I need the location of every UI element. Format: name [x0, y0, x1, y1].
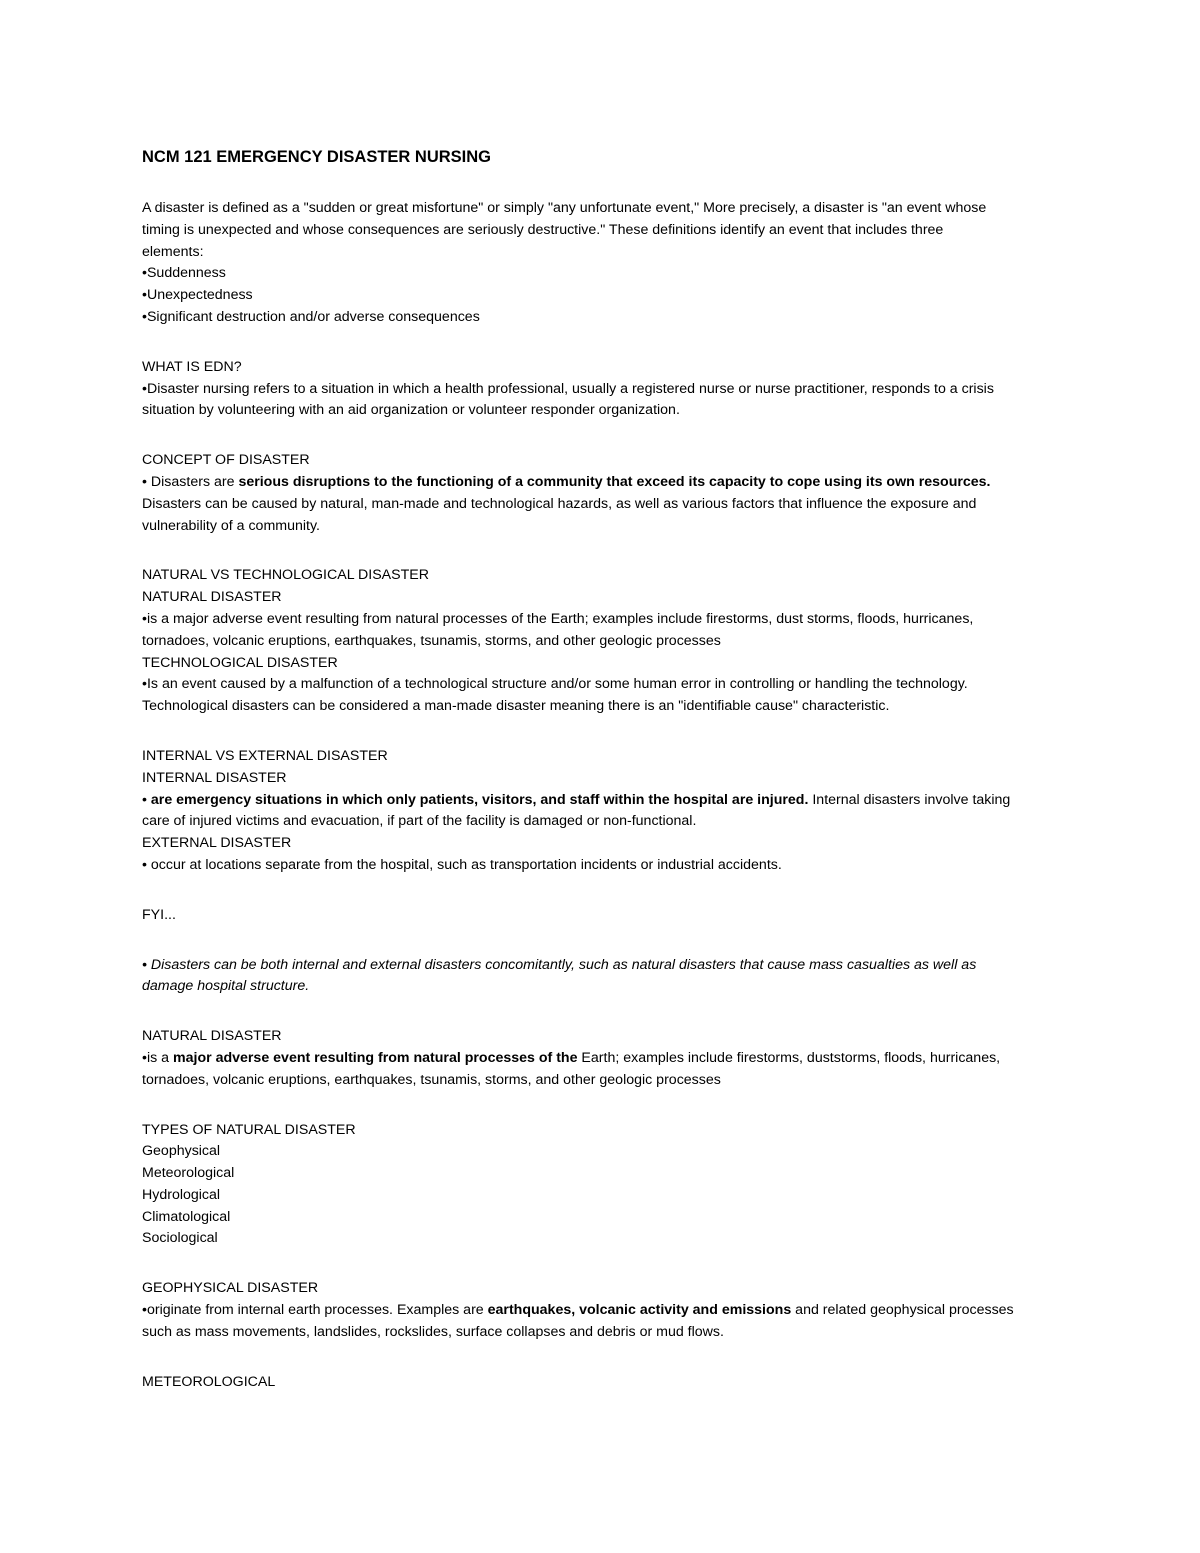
natural2-bold-text: major adverse event resulting from natural processes of the — [173, 1049, 578, 1066]
subsection-heading: EXTERNAL DISASTER — [142, 835, 292, 852]
edn-line: •Disaster nursing refers to a situation in which a health professional, usually a registered nurse or nurse practitioner, responds to a crisis — [142, 380, 994, 397]
internal-bold-text: are emergency situations in which only patients, visitors, and staff within the hospital are injured. — [150, 791, 809, 808]
subsection-heading: NATURAL DISASTER — [142, 589, 282, 606]
concept-text: • Disasters are — [142, 473, 239, 490]
intro-line: timing is unexpected and whose consequences are seriously destructive." These definitions identify an event that includes three — [142, 221, 944, 238]
intro-line: elements: — [142, 243, 204, 260]
type-item: Climatological — [142, 1208, 231, 1225]
concept-line: vulnerability of a community. — [142, 517, 320, 534]
section-heading: METEOROLOGICAL — [142, 1373, 276, 1390]
intro-bullet: •Suddenness — [142, 265, 226, 282]
natural-line: tornadoes, volcanic eruptions, earthquakes, tsunamis, storms, and other geologic processes — [142, 632, 721, 649]
intro-line: A disaster is defined as a "sudden or great misfortune" or simply "any unfortunate event," More precisely, a disaster is "an event whose — [142, 200, 987, 216]
geophysical-line: such as mass movements, landslides, rockslides, surface collapses and debris or mud flows. — [142, 1323, 724, 1340]
external-line: • occur at locations separate from the hospital, such as transportation incidents or industrial accidents. — [142, 856, 782, 873]
natural2-text: •is a — [142, 1049, 173, 1066]
document-page — [142, 146, 1072, 1421]
internal-text: Internal disasters involve taking — [808, 791, 1011, 808]
section-heading: WHAT IS EDN? — [142, 358, 242, 375]
internal-bullet: • — [142, 791, 151, 808]
geophysical-line — [142, 1300, 1072, 1322]
subsection-heading: TECHNOLOGICAL DISASTER — [142, 654, 338, 671]
section-heading: NATURAL VS TECHNOLOGICAL DISASTER — [142, 567, 429, 584]
natural2-text: Earth; examples include firestorms, duststorms, floods, hurricanes, — [577, 1049, 1001, 1066]
natural-disaster-section — [142, 1026, 1072, 1091]
geophysical-text: •originate from internal earth processes. Examples are — [142, 1302, 488, 1319]
edn-line: situation by volunteering with an aid organization or volunteer responder organization. — [142, 402, 680, 419]
concept-section — [142, 450, 1072, 537]
concept-line — [142, 472, 1072, 494]
section-heading: NATURAL DISASTER — [142, 1028, 282, 1045]
fyi-note — [142, 955, 1072, 999]
section-heading: CONCEPT OF DISASTER — [142, 452, 310, 469]
fyi-label: FYI... — [142, 906, 176, 923]
natural2-line: tornadoes, volcanic eruptions, earthquakes, tsunamis, storms, and other geologic processes — [142, 1071, 721, 1088]
type-item: Meteorological — [142, 1165, 235, 1182]
intro-bullet: •Significant destruction and/or adverse consequences — [142, 308, 480, 325]
section-heading: TYPES OF NATURAL DISASTER — [142, 1121, 356, 1138]
geophysical-bold-text: earthquakes, volcanic activity and emissions — [487, 1302, 792, 1319]
type-item: Geophysical — [142, 1143, 221, 1160]
section-heading: GEOPHYSICAL DISASTER — [142, 1280, 319, 1297]
edn-section — [142, 357, 1072, 422]
section-heading: INTERNAL VS EXTERNAL DISASTER — [142, 747, 388, 764]
internal-vs-external-section — [142, 746, 1072, 877]
fyi-label-block — [142, 905, 1072, 927]
subsection-heading: INTERNAL DISASTER — [142, 769, 287, 786]
types-section — [142, 1120, 1072, 1251]
intro-bullet: •Unexpectedness — [142, 287, 253, 304]
document-title: NCM 121 EMERGENCY DISASTER NURSING — [142, 148, 492, 166]
concept-bold-text: serious disruptions to the functioning of a community that exceed its capacity to cope using its own resources. — [238, 473, 991, 490]
natural2-line — [142, 1048, 1072, 1070]
natural-line: •is a major adverse event resulting from natural processes of the Earth; examples include firestorms, dust storms, floods, hurricanes, — [142, 610, 974, 627]
technological-line: •Is an event caused by a malfunction of a technological structure and/or some human error in controlling or handling the technology. — [142, 676, 968, 693]
internal-line — [142, 790, 1072, 812]
technological-line: Technological disasters can be considered a man-made disaster meaning there is an "identifiable cause" characteristic. — [142, 698, 890, 715]
fyi-line: • Disasters can be both internal and external disasters concomitantly, such as natural disasters that cause mass casualties as well as — [142, 956, 977, 973]
concept-line: Disasters can be caused by natural, man-made and technological hazards, as well as various factors that influence the exposure and — [142, 495, 977, 512]
type-item: Hydrological — [142, 1186, 221, 1203]
meteorological-section — [142, 1372, 1072, 1394]
internal-line: care of injured victims and evacuation, if part of the facility is damaged or non-functional. — [142, 813, 697, 830]
type-item: Sociological — [142, 1230, 218, 1247]
geophysical-section — [142, 1278, 1072, 1343]
geophysical-text: and related geophysical processes — [791, 1302, 1014, 1319]
intro-paragraph — [142, 198, 1072, 329]
fyi-line: damage hospital structure. — [142, 978, 310, 995]
natural-vs-technological-section — [142, 565, 1072, 718]
